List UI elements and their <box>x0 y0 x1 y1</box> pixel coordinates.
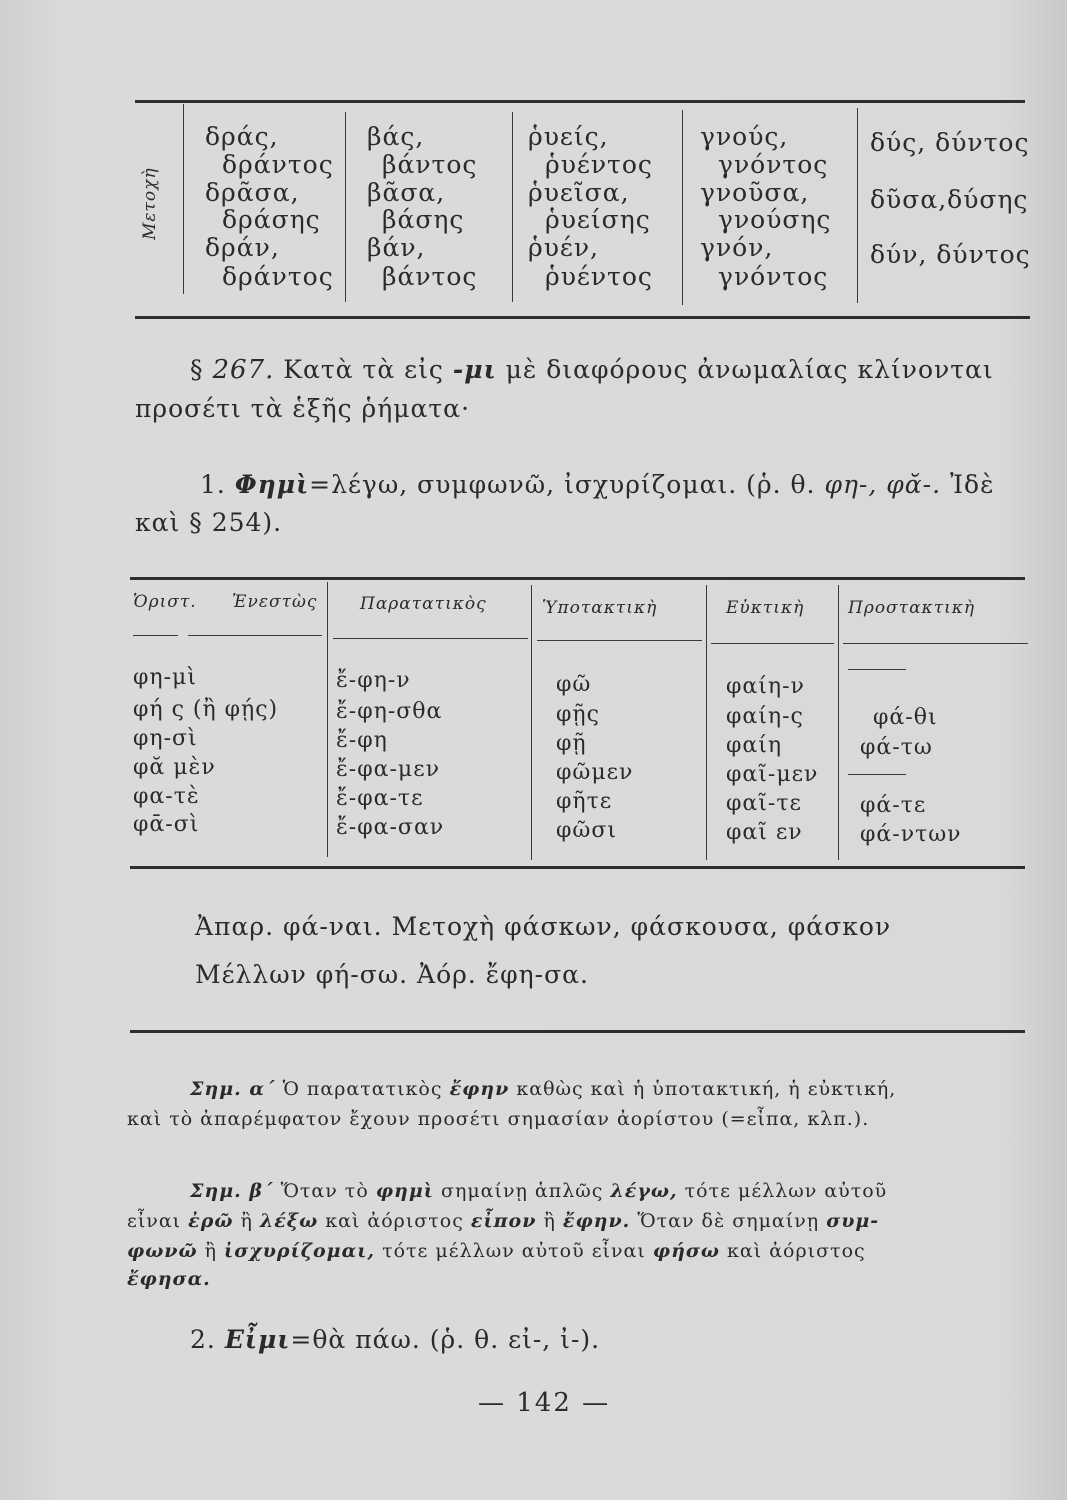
table-cell: δύς, δύντος <box>870 128 1030 157</box>
section-text: Κατὰ τὰ εἰς <box>283 355 444 384</box>
note-bold-term: ἰσχυρίζομαι, <box>224 1240 376 1262</box>
conj-cell: ἔ-φη <box>336 728 388 753</box>
note-text: ἢ <box>204 1240 217 1262</box>
item1-line2: καὶ § 254). <box>135 508 283 537</box>
conj-cell: φᾱ-σὶ <box>133 812 200 837</box>
verb-roots: φη-, φᾰ-. <box>824 470 942 499</box>
table-cell: γνούσης <box>718 205 832 234</box>
header-underline <box>188 635 322 636</box>
section-suffix: -μι <box>452 355 497 384</box>
section-number: 267. <box>212 355 275 385</box>
forms-line2: Μέλλων φή-σω. Ἀόρ. ἔφη-σα. <box>195 960 589 989</box>
conj-cell: φαίη-ς <box>726 704 804 729</box>
header-underline <box>711 643 834 644</box>
table-cell: δράσης <box>222 205 321 234</box>
note-label: Σημ. β΄ <box>190 1180 274 1202</box>
table-cell: δράντος <box>222 262 334 291</box>
header-underline <box>333 638 528 639</box>
note-bold-term: ἔφην. <box>562 1210 631 1232</box>
header-underline <box>133 635 178 636</box>
header-present: Ἐνεστὼς <box>232 592 318 612</box>
table-cell: βάντος <box>382 150 478 179</box>
conj-cell: φᾰ μὲν <box>133 755 216 780</box>
table-cell: δράς, <box>205 122 279 151</box>
table-cell: γνοῦσα, <box>700 178 810 207</box>
conj-cell: φά-τε <box>860 793 927 818</box>
table-cell: γνόντος <box>718 150 829 179</box>
item-number: 1. <box>200 470 226 499</box>
table-cell: δύν, δύντος <box>870 240 1031 269</box>
note-bold-term: λέγω, <box>610 1180 678 1202</box>
conj-cell: φῶ <box>556 672 592 697</box>
table-cell: γνούς, <box>700 122 789 151</box>
conj-cell: φῇς <box>556 702 600 727</box>
header-underline <box>843 643 1028 644</box>
table-cell: βάν, <box>367 233 426 262</box>
note-b-line3 <box>127 1240 866 1262</box>
conj-cell: φά-τω <box>860 735 933 760</box>
verb-headword: Εἶμι <box>224 1325 291 1354</box>
note-bold-term: συμ- <box>826 1210 880 1232</box>
conj-cell: φά-θι <box>873 705 938 730</box>
verb-headword: Φημὶ <box>234 470 310 499</box>
note-text: ἢ <box>543 1210 556 1232</box>
header-mood: Ὁριστ. <box>133 592 197 612</box>
forms-line1: Ἀπαρ. φά-ναι. Μετοχὴ φάσκων, φάσκουσα, φάσκον <box>195 912 892 941</box>
note-bold-term: φήσω <box>652 1240 720 1262</box>
table-divider <box>857 108 858 303</box>
conj-cell: ἔ-φα-μεν <box>336 757 441 782</box>
note-text: καὶ ἀόριστος <box>325 1210 464 1232</box>
note-text: τότε μέλλων αὐτοῦ <box>684 1180 888 1202</box>
note-b-line4 <box>127 1268 211 1290</box>
note-bold-term: φωνῶ <box>127 1240 198 1262</box>
header-imperfect: Παρατατικὸς <box>360 594 487 614</box>
conj-cell: φῶσι <box>556 818 617 843</box>
conj-divider <box>327 582 328 857</box>
conj-cell: φαίη <box>726 733 783 758</box>
conj-cell: φῆτε <box>556 789 613 814</box>
table-divider <box>345 112 346 302</box>
section-267-line1 <box>190 355 994 385</box>
table-cell: βάς, <box>367 122 425 151</box>
imperative-blank-dash <box>848 669 906 670</box>
note-bold-term: εἶπον <box>470 1210 537 1232</box>
table-cell: ῥυείσης <box>545 205 651 234</box>
item-number: 2. <box>190 1325 216 1354</box>
note-bold-term: ἔφην <box>449 1078 510 1100</box>
page-number: — 142 — <box>478 1388 611 1418</box>
note-bold-term: ἐρῶ <box>188 1210 234 1232</box>
table-divider <box>512 112 513 302</box>
table-cell: δῦσα,δύσης <box>870 185 1029 214</box>
conj-top-rule <box>130 577 1025 580</box>
note-a-line2: καὶ τὸ ἀπαρέμφατον ἔχουν προσέτι σημασίαν ἀορίστου (=εἶπα, κλπ.). <box>127 1108 870 1130</box>
item1-line1 <box>200 470 995 499</box>
note-bold-term: φημὶ <box>375 1180 434 1202</box>
conj-cell: ἔ-φα-τε <box>336 786 424 811</box>
header-subjunctive: Ὑποτακτικὴ <box>542 598 658 618</box>
item2-line <box>190 1325 600 1354</box>
note-text: σημαίνῃ ἁπλῶς <box>440 1180 604 1202</box>
note-bold-term: ἔφησα. <box>127 1268 211 1290</box>
table-cell: ῥυέν, <box>528 233 599 262</box>
imperative-blank-dash <box>848 774 906 775</box>
note-bold-term: λέξω <box>259 1210 319 1232</box>
table-cell: δρᾶσα, <box>205 178 300 207</box>
note-b-line2 <box>127 1210 879 1232</box>
note-label: Σημ. α΄ <box>190 1078 276 1100</box>
section-267-line2: προσέτι τὰ ἑξῆς ῥήματα· <box>135 394 471 423</box>
note-text: εἶναι <box>127 1210 182 1232</box>
conj-cell: ἔ-φα-σαν <box>336 815 445 840</box>
table-cell: ῥυεῖσα, <box>528 178 630 207</box>
conj-cell: φῶμεν <box>556 760 634 785</box>
conj-cell: ἔ-φη-σθα <box>336 699 443 724</box>
conj-cell: ἔ-φη-ν <box>336 668 411 693</box>
table-cell: βάσης <box>382 205 465 234</box>
header-optative: Εὐκτικὴ <box>726 598 805 618</box>
section-rule <box>130 1030 1025 1033</box>
conj-divider <box>706 585 707 860</box>
note-text: καὶ ἀόριστος <box>727 1240 866 1262</box>
item-text: =λέγω, συμφωνῶ, ἰσχυρίζομαι. (ῥ. θ. <box>309 470 816 499</box>
conj-cell: φῇ <box>556 731 587 756</box>
conj-cell: φά-ντων <box>860 822 962 847</box>
conj-cell: φαίη-ν <box>726 674 805 699</box>
note-text: καθὼς καὶ ἡ ὑποτακτική, ἡ εὐκτική, <box>516 1078 897 1100</box>
conj-divider <box>838 585 839 860</box>
table-top-rule <box>135 100 1025 103</box>
table-cell: βᾶσα, <box>367 178 446 207</box>
table-cell: βάντος <box>382 262 478 291</box>
table-cell: ῥυείς, <box>528 122 609 151</box>
note-text: Ὁ παρατατικὸς <box>282 1078 443 1100</box>
header-imperative: Προστακτικὴ <box>848 598 976 618</box>
note-a-line1 <box>190 1078 896 1100</box>
participle-label: Μετοχὴ <box>140 167 160 240</box>
conj-cell: φαῖ-τε <box>726 791 802 816</box>
note-text: Ὅταν δὲ σημαίνῃ <box>637 1210 820 1232</box>
conj-cell: φαῖ-μεν <box>726 762 819 787</box>
conj-bottom-rule <box>130 866 1025 869</box>
conj-cell: φαῖ εν <box>726 820 803 845</box>
note-text: ἢ <box>240 1210 253 1232</box>
table-cell: γνόντος <box>718 262 829 291</box>
note-text: Ὅταν τὸ <box>280 1180 369 1202</box>
conj-cell: φη-σὶ <box>133 726 198 751</box>
table-cell: γνόν, <box>700 233 774 262</box>
conj-divider <box>531 585 532 860</box>
conj-cell: φή ς (ἢ φῄς) <box>133 697 279 722</box>
header-underline <box>537 640 702 641</box>
item-text: Ἰδὲ <box>950 470 995 499</box>
section-symbol: § <box>190 355 204 384</box>
table-divider <box>682 110 683 305</box>
note-b-line1 <box>190 1180 887 1202</box>
table-bottom-rule <box>135 316 1030 319</box>
conj-cell: φη-μὶ <box>133 665 197 690</box>
table-cell: ῥυέντος <box>545 262 653 291</box>
note-text: τότε μέλλων αὐτοῦ εἶναι <box>382 1240 646 1262</box>
table-cell: ῥυέντος <box>545 150 653 179</box>
table-divider <box>183 104 184 294</box>
section-text: μὲ διαφόρους ἀνωμαλίας κλίνονται <box>505 355 994 384</box>
table-cell: δράντος <box>222 150 334 179</box>
conj-cell: φα-τὲ <box>133 784 200 809</box>
item-text: =θὰ πάω. (ῥ. θ. εἰ-, ἰ-). <box>290 1325 601 1354</box>
table-cell: δράν, <box>205 233 280 262</box>
